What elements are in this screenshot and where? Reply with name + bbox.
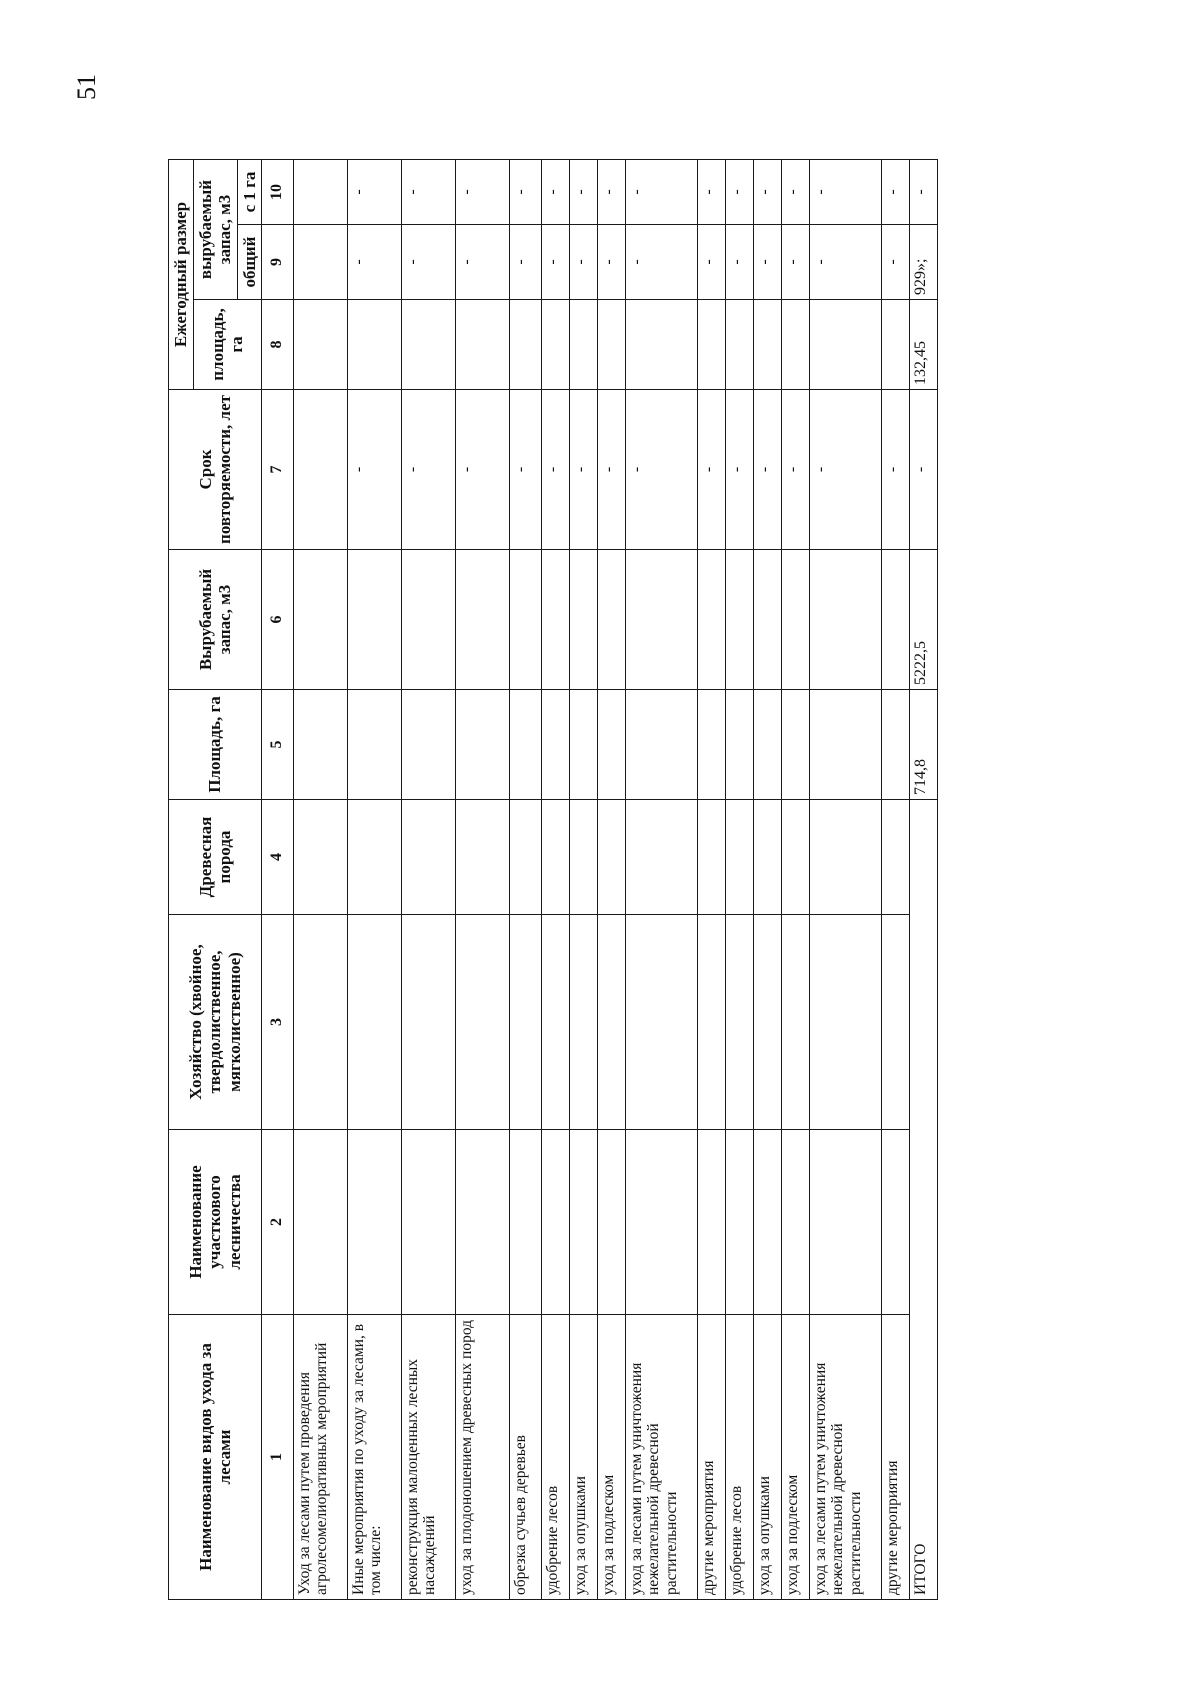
cell-annual-stock-total: - [597, 225, 625, 300]
cell-period: - [597, 390, 625, 550]
care-type-name: уход за подлеском [597, 1315, 625, 1600]
cell-annual-stock-total [293, 225, 347, 300]
column-number: 7 [262, 390, 293, 550]
cell-economy [347, 915, 401, 1130]
total-annual-stock-per-ha: - [909, 159, 937, 224]
cell-annual-area [781, 300, 809, 390]
cell-area [569, 690, 597, 800]
cell-area [541, 690, 569, 800]
cell-annual-area [541, 300, 569, 390]
cell-area [753, 690, 781, 800]
cell-district [541, 1130, 569, 1315]
header-annual-size: Ежегодный размер [169, 159, 194, 389]
table-row [597, 159, 625, 1599]
cell-species [455, 800, 509, 915]
column-number-row [262, 159, 293, 1599]
care-type-name: Иные мероприятия по уходу за лесами, в том числе: [347, 1315, 401, 1600]
care-type-name: обрезка сучьев деревьев [509, 1315, 541, 1600]
table-row [725, 159, 753, 1599]
total-row [909, 159, 937, 1599]
care-type-name: уход за подлеском [781, 1315, 809, 1600]
header-repeat-period: Срок повторяемости, лет [169, 390, 262, 550]
cell-economy [597, 915, 625, 1130]
column-number: 3 [262, 915, 293, 1130]
cell-economy [625, 915, 697, 1130]
cell-annual-stock-per-ha: - [541, 159, 569, 224]
total-annual-area: 132,45 [909, 300, 937, 390]
cell-area [597, 690, 625, 800]
cell-district [781, 1130, 809, 1315]
cell-period: - [569, 390, 597, 550]
cell-stock [881, 550, 909, 690]
header-annual-area: площадь, га [193, 300, 262, 390]
column-number: 2 [262, 1130, 293, 1315]
table-row [509, 159, 541, 1599]
table-row [697, 159, 725, 1599]
cell-annual-stock-per-ha: - [569, 159, 597, 224]
cell-stock [509, 550, 541, 690]
header-annual-stock-per-ha: с 1 га [237, 159, 262, 224]
cell-area [509, 690, 541, 800]
cell-species [509, 800, 541, 915]
header-care-type: Наименование видов ухода за лесами [169, 1315, 262, 1600]
cell-district [753, 1130, 781, 1315]
cell-stock [781, 550, 809, 690]
page-number: 51 [72, 74, 101, 100]
cell-species [753, 800, 781, 915]
table-row [401, 159, 455, 1599]
column-number: 6 [262, 550, 293, 690]
cell-annual-stock-per-ha: - [809, 159, 881, 224]
cell-district [725, 1130, 753, 1315]
cell-annual-stock-total: - [541, 225, 569, 300]
total-annual-stock: 929»; [909, 225, 937, 300]
care-type-name: уход за опушками [569, 1315, 597, 1600]
cell-period: - [455, 390, 509, 550]
cell-economy [401, 915, 455, 1130]
column-number: 4 [262, 800, 293, 915]
cell-stock [293, 550, 347, 690]
care-type-name: другие мероприятия [881, 1315, 909, 1600]
column-number: 9 [262, 225, 293, 300]
cell-annual-area [569, 300, 597, 390]
table-row [753, 159, 781, 1599]
cell-period: - [781, 390, 809, 550]
cell-species [625, 800, 697, 915]
cell-period [293, 390, 347, 550]
cell-species [809, 800, 881, 915]
cell-district [597, 1130, 625, 1315]
cell-annual-area [347, 300, 401, 390]
cell-annual-area [509, 300, 541, 390]
total-period: - [909, 390, 937, 550]
cell-period: - [401, 390, 455, 550]
cell-district [569, 1130, 597, 1315]
care-type-name: другие мероприятия [697, 1315, 725, 1600]
care-type-name: Уход за лесами путем проведения агролесомелиоративных мероприятий [293, 1315, 347, 1600]
cell-stock [725, 550, 753, 690]
cell-area [293, 690, 347, 800]
cell-economy [809, 915, 881, 1130]
cell-annual-stock-per-ha: - [781, 159, 809, 224]
cell-district [809, 1130, 881, 1315]
column-number: 8 [262, 300, 293, 390]
total-area: 714,8 [909, 690, 937, 800]
cell-period: - [509, 390, 541, 550]
cell-annual-area [753, 300, 781, 390]
cell-period: - [625, 390, 697, 550]
table-row [781, 159, 809, 1599]
cell-stock [569, 550, 597, 690]
rotated-table-container [168, 160, 1008, 1600]
care-type-name: реконструкция малоценных лесных насаждений [401, 1315, 455, 1600]
cell-stock [455, 550, 509, 690]
cell-annual-area [455, 300, 509, 390]
cell-annual-area [697, 300, 725, 390]
cell-area [625, 690, 697, 800]
care-type-name: удобрение лесов [725, 1315, 753, 1600]
header-annual-stock-total: общий [237, 225, 262, 300]
cell-stock [625, 550, 697, 690]
cell-species [725, 800, 753, 915]
cell-annual-area [401, 300, 455, 390]
cell-annual-stock-total: - [725, 225, 753, 300]
cell-annual-stock-total: - [569, 225, 597, 300]
cell-species [781, 800, 809, 915]
care-type-name: уход за плодоношением древесных пород [455, 1315, 509, 1600]
cell-stock [541, 550, 569, 690]
cell-annual-area [293, 300, 347, 390]
care-type-name: удобрение лесов [541, 1315, 569, 1600]
cell-annual-stock-total: - [347, 225, 401, 300]
cell-annual-stock-per-ha: - [455, 159, 509, 224]
cell-annual-stock-per-ha: - [881, 159, 909, 224]
cell-annual-area [881, 300, 909, 390]
cell-annual-stock-per-ha: - [509, 159, 541, 224]
care-type-name: уход за опушками [753, 1315, 781, 1600]
cell-annual-stock-total: - [401, 225, 455, 300]
header-forestry-district: Наименование участкового лесничества [169, 1130, 262, 1315]
cell-annual-stock-total: - [809, 225, 881, 300]
cell-economy [293, 915, 347, 1130]
cell-period: - [697, 390, 725, 550]
cell-economy [509, 915, 541, 1130]
cell-period: - [347, 390, 401, 550]
forest-care-table [168, 159, 938, 1600]
cell-district [347, 1130, 401, 1315]
column-number: 1 [262, 1315, 293, 1600]
cell-economy [569, 915, 597, 1130]
table-row [347, 159, 401, 1599]
cell-district [625, 1130, 697, 1315]
cell-economy [697, 915, 725, 1130]
cell-annual-stock-total: - [781, 225, 809, 300]
header-row-1 [169, 159, 194, 1599]
cell-annual-area [809, 300, 881, 390]
cell-district [455, 1130, 509, 1315]
cell-period: - [725, 390, 753, 550]
cell-annual-stock-total: - [509, 225, 541, 300]
cell-district [293, 1130, 347, 1315]
cell-species [347, 800, 401, 915]
table-row [455, 159, 509, 1599]
cell-annual-stock-per-ha: - [625, 159, 697, 224]
header-economy-type: Хозяйство (хвойное, твердолиственное, мягколиственное) [169, 915, 262, 1130]
cell-area [809, 690, 881, 800]
cell-district [697, 1130, 725, 1315]
cell-annual-area [625, 300, 697, 390]
cell-annual-stock-total: - [455, 225, 509, 300]
care-type-name: уход за лесами путем уничтожения нежелательной древесной растительности [809, 1315, 881, 1600]
header-annual-cut-stock: вырубаемый запас, м3 [193, 159, 237, 299]
cell-period: - [809, 390, 881, 550]
cell-species [401, 800, 455, 915]
total-label: ИТОГО [909, 800, 937, 1600]
header-cut-stock: Вырубаемый запас, м3 [169, 550, 262, 690]
column-number: 10 [262, 159, 293, 224]
cell-stock [809, 550, 881, 690]
cell-economy [881, 915, 909, 1130]
cell-area [697, 690, 725, 800]
cell-stock [347, 550, 401, 690]
cell-annual-area [725, 300, 753, 390]
cell-annual-stock-per-ha: - [401, 159, 455, 224]
cell-stock [401, 550, 455, 690]
cell-district [881, 1130, 909, 1315]
cell-annual-stock-per-ha [293, 159, 347, 224]
cell-annual-stock-per-ha: - [697, 159, 725, 224]
table-row [809, 159, 881, 1599]
cell-annual-stock-total: - [625, 225, 697, 300]
cell-stock [753, 550, 781, 690]
cell-annual-stock-per-ha: - [347, 159, 401, 224]
cell-species [697, 800, 725, 915]
cell-annual-stock-per-ha: - [753, 159, 781, 224]
cell-economy [781, 915, 809, 1130]
cell-area [401, 690, 455, 800]
table-row [569, 159, 597, 1599]
header-tree-species: Древесная порода [169, 800, 262, 915]
cell-district [509, 1130, 541, 1315]
cell-species [541, 800, 569, 915]
table-body [293, 159, 937, 1599]
cell-period: - [753, 390, 781, 550]
cell-annual-stock-per-ha: - [725, 159, 753, 224]
cell-species [881, 800, 909, 915]
cell-area [781, 690, 809, 800]
cell-annual-stock-total: - [697, 225, 725, 300]
total-stock: 5222,5 [909, 550, 937, 690]
cell-area [725, 690, 753, 800]
cell-annual-area [597, 300, 625, 390]
cell-species [597, 800, 625, 915]
cell-annual-stock-total: - [753, 225, 781, 300]
cell-species [293, 800, 347, 915]
cell-period: - [541, 390, 569, 550]
header-area: Площадь, га [169, 690, 262, 800]
table-row [541, 159, 569, 1599]
cell-area [455, 690, 509, 800]
care-type-name: уход за лесами путем уничтожения нежелательной древесной растительности [625, 1315, 697, 1600]
cell-area [881, 690, 909, 800]
cell-period: - [881, 390, 909, 550]
cell-annual-stock-per-ha: - [597, 159, 625, 224]
table-row [293, 159, 347, 1599]
cell-stock [597, 550, 625, 690]
cell-annual-stock-total: - [881, 225, 909, 300]
cell-district [401, 1130, 455, 1315]
cell-stock [697, 550, 725, 690]
table-row [881, 159, 909, 1599]
cell-species [569, 800, 597, 915]
cell-area [347, 690, 401, 800]
cell-economy [725, 915, 753, 1130]
cell-economy [455, 915, 509, 1130]
table-row [625, 159, 697, 1599]
cell-economy [753, 915, 781, 1130]
cell-economy [541, 915, 569, 1130]
column-number: 5 [262, 690, 293, 800]
